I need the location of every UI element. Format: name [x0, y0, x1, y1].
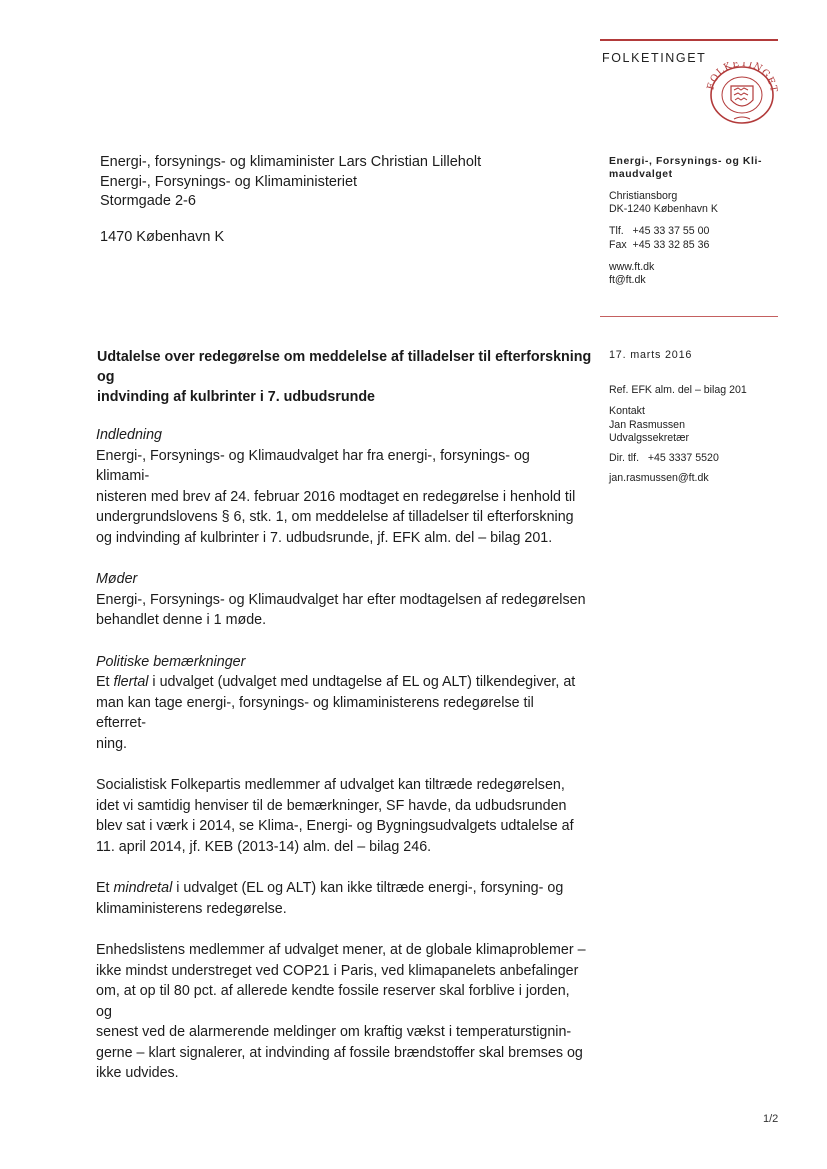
text-run: Et: [96, 880, 114, 896]
recipient-name: Energi-, forsynings- og klimaminister Lars Christian Lilleholt: [100, 154, 482, 170]
section-introduction: [96, 425, 586, 548]
emphasis-flertal: flertal: [113, 674, 149, 690]
emphasis-mindretal: mindretal: [113, 880, 173, 896]
contact-label: Kontakt: [609, 405, 645, 418]
body-line: Enhedslistens medlemmer af udvalget mener, at de globale klimaproblemer –: [96, 942, 586, 958]
body-line: blev sat i værk i 2014, se Klima-, Energi- og Bygningsudvalgets udtalelse af: [96, 818, 574, 834]
section-heading: Politiske bemærkninger: [96, 653, 246, 670]
body-line: ning.: [96, 735, 128, 752]
body-line: om, at op til 80 pct. af allerede kendte fossile reserver skal forblive i jorden, og: [96, 983, 570, 1020]
body-line: senest ved de alarmerende meldinger om kraftig vækst i temperaturstignin-: [96, 1024, 572, 1040]
body-line: man kan tage energi-, forsynings- og klimaministerens redegørelse til efterret-: [96, 694, 534, 731]
folketinget-seal-icon: [703, 62, 781, 124]
paragraph-enhedslisten: [96, 940, 586, 1084]
contact-name: Jan Rasmussen: [609, 418, 685, 431]
phone: Tlf. +45 33 37 55 00: [609, 225, 710, 238]
section-political-remarks: [96, 652, 586, 755]
recipient-postal: 1470 København K: [100, 228, 225, 245]
contact-title: Udvalgssekretær: [609, 431, 690, 444]
reference: Ref. EFK alm. del – bilag 201: [609, 384, 747, 397]
text-run: Et: [96, 674, 114, 690]
address-line1: Christiansborg: [609, 190, 678, 202]
recipient-address: [100, 153, 481, 247]
body-line: [96, 878, 586, 899]
header-top-rule: [600, 39, 778, 41]
reference-sidebar: [609, 349, 789, 485]
body-line: Energi-, Forsynings- og Klimaudvalget har fra energi-, forsynings- og klimami-: [96, 447, 530, 484]
committee-name-line1: Energi-, Forsynings- og Kli-: [609, 156, 763, 167]
section-meetings: [96, 569, 586, 631]
paragraph-sf: [96, 775, 586, 857]
org-name: FOLKETINGET: [602, 51, 707, 65]
body-line: undergrundslovens § 6, stk. 1, om meddelelse af tilladelser til efterforskning: [96, 509, 574, 525]
direct-phone: Dir. tlf. +45 3337 5520: [609, 452, 719, 465]
subject-line2: indvinding af kulbrinter i 7. udbudsrunde: [97, 389, 376, 405]
text-run: i udvalget (EL og ALT) kan ikke tiltræde energi-, forsyning- og: [172, 880, 564, 896]
body-line: Energi-, Forsynings- og Klimaudvalget har efter modtagelsen af redegørelsen: [96, 591, 586, 608]
body-line: Socialistisk Folkepartis medlemmer af udvalget kan tiltræde redegørelsen,: [96, 777, 565, 793]
sidebar-divider: [600, 316, 778, 317]
body-line: nisteren med brev af 24. februar 2016 modtaget en redegørelse i henhold til: [96, 488, 576, 505]
recipient-ministry: Energi-, Forsynings- og Klimaministeriet: [100, 173, 358, 190]
letter-date: 17. marts 2016: [609, 349, 693, 361]
letter-subject: [97, 347, 597, 407]
body-line: gerne – klart signalerer, at indvinding af fossile brændstoffer skal bremses og: [96, 1044, 583, 1061]
paragraph-mindretal: [96, 878, 586, 919]
letter-body: [96, 425, 586, 1105]
body-line: klimaministerens redegørelse.: [96, 900, 287, 917]
section-heading: Møder: [96, 571, 138, 587]
committee-name: [609, 155, 784, 181]
sender-sidebar: [609, 155, 784, 287]
email-link[interactable]: ft@ft.dk: [609, 274, 646, 287]
website-link[interactable]: www.ft.dk: [609, 260, 655, 273]
body-line: ikke udvides.: [96, 1065, 179, 1081]
seal-text: FOLKETINGET: [705, 62, 780, 94]
body-line: og indvinding af kulbrinter i 7. udbudsrunde, jf. EFK alm. del – bilag 201.: [96, 529, 553, 546]
recipient-street: Stormgade 2-6: [100, 193, 196, 209]
subject-line1: Udtalelse over redegørelse om meddelelse af tilladelser til efterforskning og: [97, 349, 592, 385]
address-line2: DK-1240 København K: [609, 203, 718, 216]
body-line: ikke mindst understreget ved COP21 i Paris, ved klimapanelets anbefalinger: [96, 962, 579, 979]
body-line: [96, 672, 586, 693]
committee-name-line2: maudvalget: [609, 169, 673, 180]
text-run: i udvalget (udvalget med undtagelse af EL og ALT) tilkendegiver, at: [148, 674, 576, 690]
page-number: 1/2: [763, 1113, 779, 1125]
body-line: 11. april 2014, jf. KEB (2013-14) alm. del – bilag 246.: [96, 838, 432, 855]
contact-email-link[interactable]: jan.rasmussen@ft.dk: [609, 472, 709, 485]
section-heading: Indledning: [96, 427, 162, 443]
body-line: idet vi samtidig henviser til de bemærkninger, SF havde, da udbudsrunden: [96, 797, 567, 814]
fax: Fax +45 33 32 85 36: [609, 238, 710, 251]
body-line: behandlet denne i 1 møde.: [96, 612, 267, 628]
